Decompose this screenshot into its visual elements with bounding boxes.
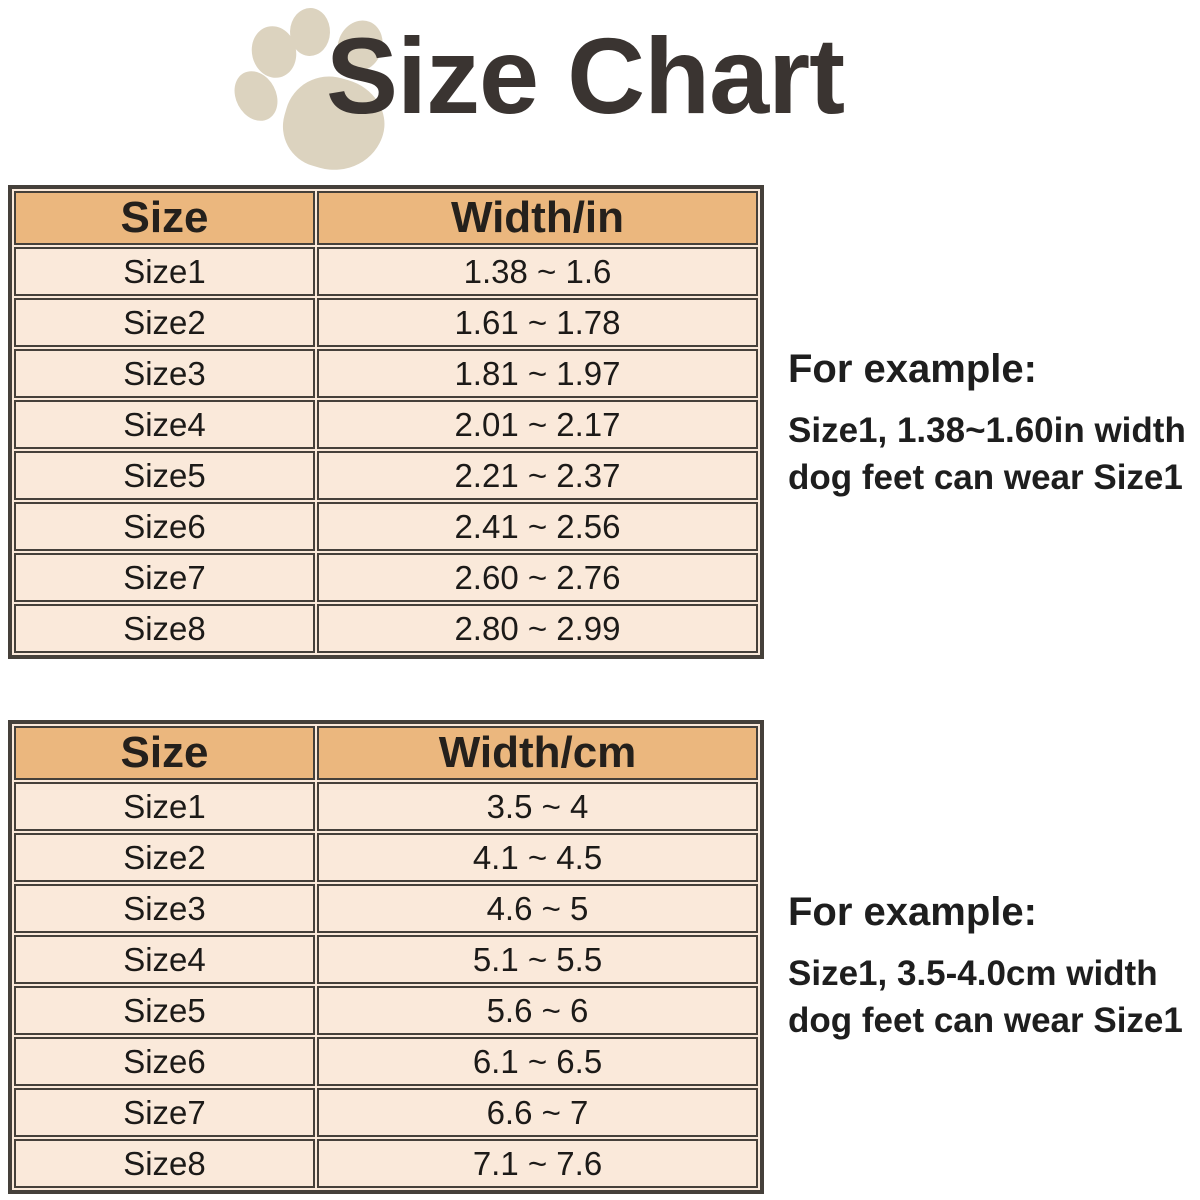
- table-row: [14, 553, 758, 602]
- table-row: [14, 451, 758, 500]
- table-row: [14, 884, 758, 933]
- size-table-inches: [8, 185, 764, 659]
- width-range-cell: 7.1 ~ 7.6: [317, 1139, 758, 1188]
- width-range-cell: 5.6 ~ 6: [317, 986, 758, 1035]
- width-range-cell: 6.1 ~ 6.5: [317, 1037, 758, 1086]
- size-cell: Size3: [14, 349, 315, 398]
- size-cell: Size1: [14, 782, 315, 831]
- example-text-line: dog feet can wear Size1: [788, 458, 1183, 497]
- example-text-line: dog feet can wear Size1: [788, 1001, 1183, 1040]
- width-range-cell: 1.81 ~ 1.97: [317, 349, 758, 398]
- size-cell: Size4: [14, 935, 315, 984]
- width-range-cell: 3.5 ~ 4: [317, 782, 758, 831]
- table-row: [14, 833, 758, 882]
- width-range-cell: 4.1 ~ 4.5: [317, 833, 758, 882]
- width-range-cell: 1.61 ~ 1.78: [317, 298, 758, 347]
- example-heading: For example:: [788, 890, 1037, 934]
- table-row: [14, 935, 758, 984]
- table-row: [14, 1139, 758, 1188]
- table-row: [14, 400, 758, 449]
- table-row: [14, 502, 758, 551]
- page-title: Size Chart: [326, 15, 845, 136]
- table-row: [14, 1088, 758, 1137]
- header-width-cm: Width/cm: [317, 726, 758, 780]
- width-range-cell: 1.38 ~ 1.6: [317, 247, 758, 296]
- size-cell: Size5: [14, 451, 315, 500]
- width-range-cell: 5.1 ~ 5.5: [317, 935, 758, 984]
- header-size: Size: [14, 191, 315, 245]
- table-header-row: [14, 726, 758, 780]
- size-cell: Size2: [14, 298, 315, 347]
- size-cell: Size8: [14, 604, 315, 653]
- table-row: [14, 247, 758, 296]
- size-cell: Size4: [14, 400, 315, 449]
- example-block-cm: [788, 888, 1196, 1044]
- table-row: [14, 1037, 758, 1086]
- width-range-cell: 2.80 ~ 2.99: [317, 604, 758, 653]
- width-range-cell: 4.6 ~ 5: [317, 884, 758, 933]
- width-range-cell: 2.60 ~ 2.76: [317, 553, 758, 602]
- size-cell: Size6: [14, 502, 315, 551]
- size-table-cm: [8, 720, 764, 1194]
- table-row: [14, 298, 758, 347]
- header-width-in: Width/in: [317, 191, 758, 245]
- table-row: [14, 349, 758, 398]
- size-cell: Size1: [14, 247, 315, 296]
- header-size: Size: [14, 726, 315, 780]
- size-cell: Size7: [14, 1088, 315, 1137]
- table-header-row: [14, 191, 758, 245]
- paw-toe: [289, 7, 331, 56]
- size-cell: Size5: [14, 986, 315, 1035]
- size-cell: Size8: [14, 1139, 315, 1188]
- size-cell: Size3: [14, 884, 315, 933]
- table-row: [14, 604, 758, 653]
- size-cell: Size7: [14, 553, 315, 602]
- width-range-cell: 2.01 ~ 2.17: [317, 400, 758, 449]
- size-cell: Size6: [14, 1037, 315, 1086]
- title-header: [0, 0, 1200, 185]
- example-text-line: Size1, 3.5-4.0cm width: [788, 954, 1158, 993]
- width-range-cell: 2.41 ~ 2.56: [317, 502, 758, 551]
- table-row: [14, 782, 758, 831]
- size-cell: Size2: [14, 833, 315, 882]
- example-block-inches: [788, 345, 1196, 501]
- example-text-line: Size1, 1.38~1.60in width: [788, 411, 1186, 450]
- example-heading: For example:: [788, 347, 1037, 391]
- table-row: [14, 986, 758, 1035]
- width-range-cell: 2.21 ~ 2.37: [317, 451, 758, 500]
- width-range-cell: 6.6 ~ 7: [317, 1088, 758, 1137]
